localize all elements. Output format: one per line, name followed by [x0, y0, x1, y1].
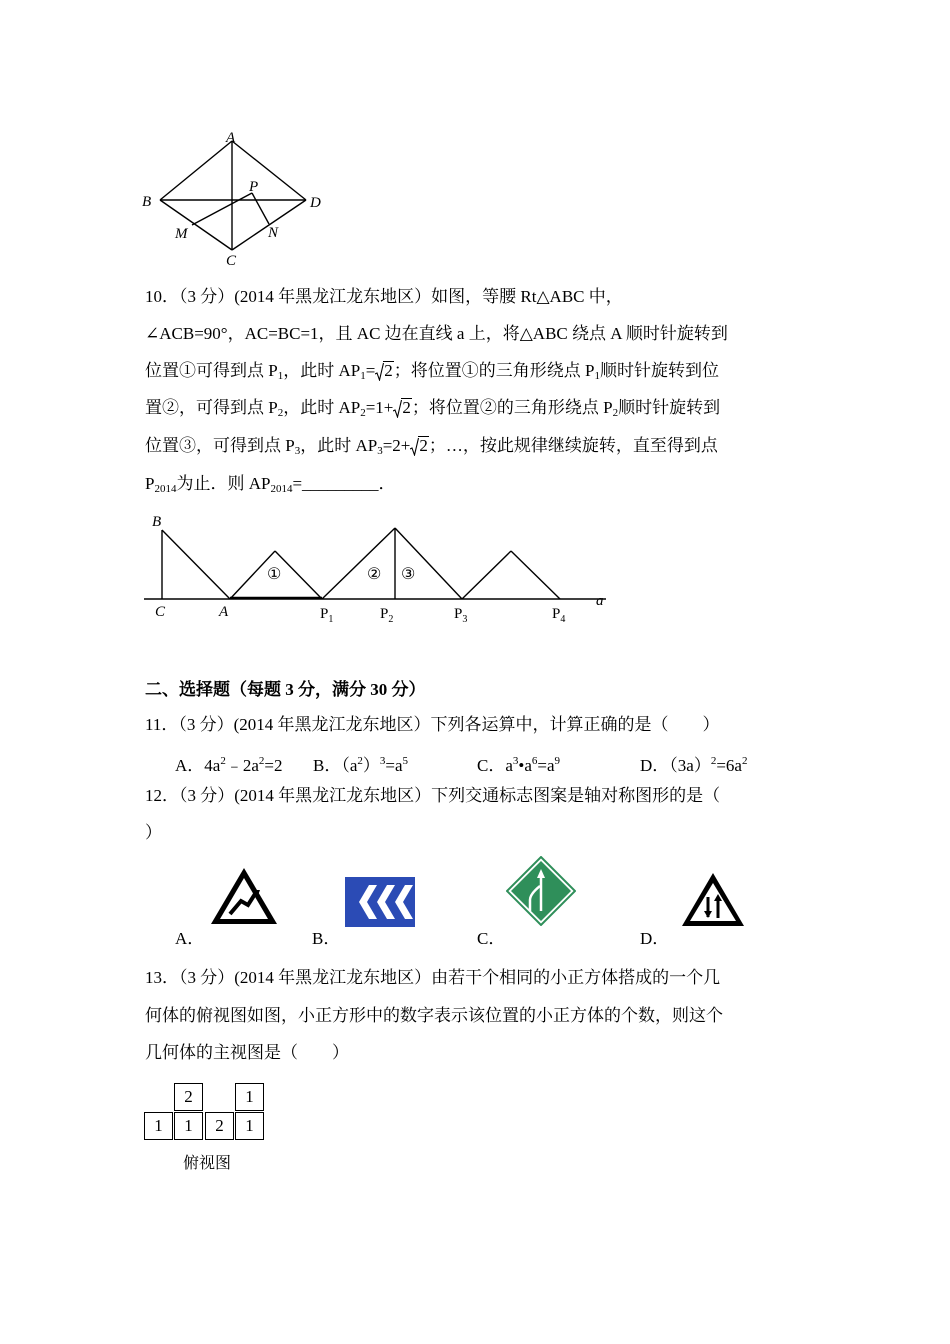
grid-cell: 1	[174, 1112, 203, 1140]
label-C: C	[226, 253, 237, 269]
label-pos1: ①	[267, 566, 282, 583]
q10-line1: 10．（3 分）(2014 年黑龙江龙东地区）如图，等腰 Rt△ABC 中，	[145, 287, 623, 306]
q12-option-b-label[interactable]: B．	[312, 929, 341, 948]
q12-stem-close: ）	[145, 823, 162, 842]
grid-cell: 1	[235, 1083, 264, 1111]
q13-line1: 13．（3 分）(2014 年黑龙江龙东地区）由若干个相同的小正方体搭成的一个几	[145, 968, 721, 987]
sign-d-icon[interactable]	[680, 870, 746, 928]
q13-line3: 几何体的主视图是（ ）	[145, 1043, 349, 1062]
q11-option-d[interactable]: D．$(3a)^2=6a^2$	[640, 755, 748, 775]
q11-option-b[interactable]: B．$(a^2)^3=a^5$	[313, 755, 409, 775]
grid-cell: 1	[144, 1112, 173, 1140]
sign-c-icon[interactable]	[506, 856, 576, 926]
q11-stem: 11．（3 分）(2014 年黑龙江龙东地区）下列各运算中，计算正确的是（ ）	[145, 715, 720, 734]
grid-cell: 2	[174, 1083, 203, 1111]
q11-option-a[interactable]: A．$4a^2﹣2a^2=2$	[175, 755, 283, 775]
q12-option-a-label[interactable]: A．	[175, 929, 205, 948]
label-A: A	[219, 604, 229, 620]
label-C: C	[155, 604, 166, 620]
label-M: M	[175, 226, 188, 242]
figure-rotation	[140, 508, 620, 626]
q12-option-c-label[interactable]: C．	[477, 929, 506, 948]
q10-line2: ∠ACB=90°，AC=BC=1，且 AC 边在直线 a 上，将△ABC 绕点 A 顺时针旋转到	[145, 324, 728, 343]
label-pos3: ③	[401, 566, 416, 583]
sqrt-2: 2	[393, 398, 412, 418]
q12-option-d-label[interactable]: D．	[640, 929, 670, 948]
figure-rhombus	[138, 128, 338, 273]
sqrt-2: 2	[410, 436, 429, 456]
sqrt-2: 2	[375, 361, 394, 381]
section-title: 二、选择题（每题 3 分，满分 30 分）	[145, 680, 426, 699]
label-B: B	[152, 514, 162, 530]
q12-stem: 12．（3 分）(2014 年黑龙江龙东地区）下列交通标志图案是轴对称图形的是（	[145, 786, 721, 805]
grid-caption: 俯视图	[183, 1153, 232, 1172]
q11-option-c[interactable]: C．$a^3•a^6=a^9$	[477, 755, 561, 775]
label-pos2: ②	[367, 566, 382, 583]
grid-cell: 2	[205, 1112, 234, 1140]
label-P: P	[249, 179, 259, 195]
sign-b-icon[interactable]	[345, 877, 415, 927]
label-A: A	[226, 130, 236, 146]
q10-line4: 置②，可得到点 $P_2$，此时 $AP_2=1+$ 2；将位置②的三角形绕点 $P_2$顺时针旋转到	[145, 398, 721, 419]
q10-line5: 位置③，可得到点 $P_3$，此时 $AP_3=2+$ 2；…，按此规律继续旋转，直至得到点	[145, 436, 718, 457]
label-P3: $P_3$	[454, 606, 468, 625]
label-D: D	[310, 195, 321, 211]
label-a: a	[596, 593, 604, 609]
label-B: B	[142, 194, 152, 210]
label-P2: $P_2$	[380, 606, 394, 625]
q10-line3: 位置①可得到点 $P_1$，此时 $AP_1=$ 2；将位置①的三角形绕点 $P_1$顺时针旋转到位	[145, 361, 720, 382]
grid-cell: 1	[235, 1112, 264, 1140]
label-P1: $P_1$	[320, 606, 334, 625]
q13-line2: 何体的俯视图如图，小正方形中的数字表示该位置的小正方体的个数，则这个	[145, 1006, 723, 1025]
q10-line6: $P_{2014}$为止．则 $AP_{2014}=\_\_\_\_\_\_\_\_\_$．	[145, 474, 396, 495]
sign-a-icon[interactable]	[208, 864, 280, 928]
label-N: N	[268, 225, 279, 241]
label-P4: $P_4$	[552, 606, 566, 625]
